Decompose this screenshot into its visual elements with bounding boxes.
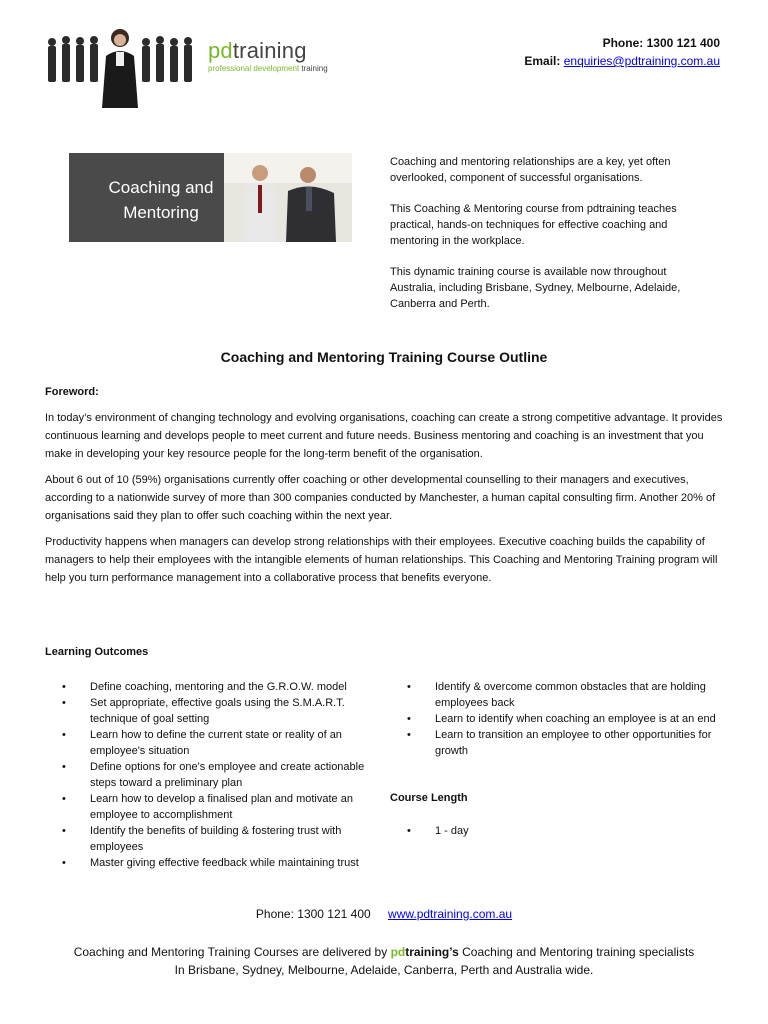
course-length-heading: Course Length [390, 792, 468, 804]
intro-paragraph: This dynamic training course is available now throughout Australia, including Brisbane, Sydney, Melbourne, Adelaide, Canberra and Perth. [390, 266, 681, 310]
foreword-paragraph: Productivity happens when managers can develop strong relationships with their employees. Executive coaching builds the capability of managers to help their employees with the intangible elements of human relationships. This Coaching and Mentoring Training program will help you turn performance management into a collaborative process that benefits everyone. [45, 536, 718, 584]
intro-paragraph: Coaching and mentoring relationships are a key, yet often overlooked, component of successful organisations. [390, 156, 671, 184]
outcome-item: • Learn how to define the current state or reality of an employee's situation [45, 727, 385, 759]
banner-title: Coaching and Mentoring [108, 178, 214, 222]
header-phone: Phone: 1300 121 400 [602, 36, 720, 50]
course-length-item: • 1 - day [390, 823, 590, 839]
course-banner-image [69, 153, 352, 242]
website-link[interactable]: www.pdtraining.com.au [388, 907, 513, 921]
outcomes-right-column [390, 679, 730, 759]
intro-text [390, 154, 710, 327]
outcome-item: • Define coaching, mentoring and the G.R.O.W. model [45, 679, 385, 695]
contact-block [524, 34, 720, 70]
foreword-paragraph: In today’s environment of changing technology and evolving organisations, coaching can create a strong competitive advantage. It provides continuous learning and develops people to meet current and future needs. Business mentoring and coaching is an investment that you make in developing your key resource people for the long-term benefit of the organisation. [45, 412, 723, 460]
footer-contact [0, 907, 768, 921]
business-people-image [42, 22, 202, 110]
outcome-item: • Define options for one's employee and create actionable steps toward a preliminary plan [45, 759, 385, 791]
outcome-item: • Master giving effective feedback while maintaining trust [45, 855, 385, 871]
outcomes-left-column [45, 679, 385, 871]
outcome-item: • Learn how to develop a finalised plan and motivate an employee to accomplishment [45, 791, 385, 823]
outline-title: Coaching and Mentoring Training Course Outline [220, 349, 548, 365]
outcome-item: • Learn to identify when coaching an employee is at an end [390, 711, 730, 727]
pdtraining-logo-banner [42, 22, 337, 110]
outcome-item: • Identify & overcome common obstacles that are holding employees back [390, 679, 730, 711]
outcome-item: • Set appropriate, effective goals using the S.M.A.R.T. technique of goal setting [45, 695, 385, 727]
outcome-item: • Learn to transition an employee to other opportunities for growth [390, 727, 730, 759]
foreword-paragraph: About 6 out of 10 (59%) organisations currently offer coaching or other developmental counselling to their managers and executives, according to a nationwide survey of more than 300 companies conducted by Manchester, a human capital consulting firm. Another 20% of organisations said they plan to offer such coaching within the next year. [45, 474, 716, 522]
foreword-heading: Foreword: [45, 386, 99, 398]
delivery-line-2: In Brisbane, Sydney, Melbourne, Adelaide, Canberra, Perth and Australia wide. [174, 963, 594, 977]
email-label: Email: [524, 54, 561, 68]
email-link[interactable]: enquiries@pdtraining.com.au [563, 54, 720, 68]
footer-delivery-text [0, 943, 768, 979]
course-length-list [390, 823, 590, 839]
foreword-section [45, 383, 725, 595]
header-email-row [524, 52, 720, 70]
footer-phone: Phone: 1300 121 400 [255, 907, 371, 921]
outcome-item: • Identify the benefits of building & fostering trust with employees [45, 823, 385, 855]
coaching-photo [224, 153, 352, 242]
intro-paragraph: This Coaching & Mentoring course from pdtraining teaches practical, hands-on techniques for effective coaching and mentoring in the workplace. [390, 203, 677, 247]
delivery-line-1: Coaching and Mentoring Training Courses are delivered by pdtraining’s Coaching and Mentoring training specialists [73, 945, 695, 959]
logo-wordmark: pdtraining [208, 38, 307, 63]
learning-outcomes-heading: Learning Outcomes [45, 646, 149, 658]
logo-tagline: professional development training [208, 64, 328, 73]
